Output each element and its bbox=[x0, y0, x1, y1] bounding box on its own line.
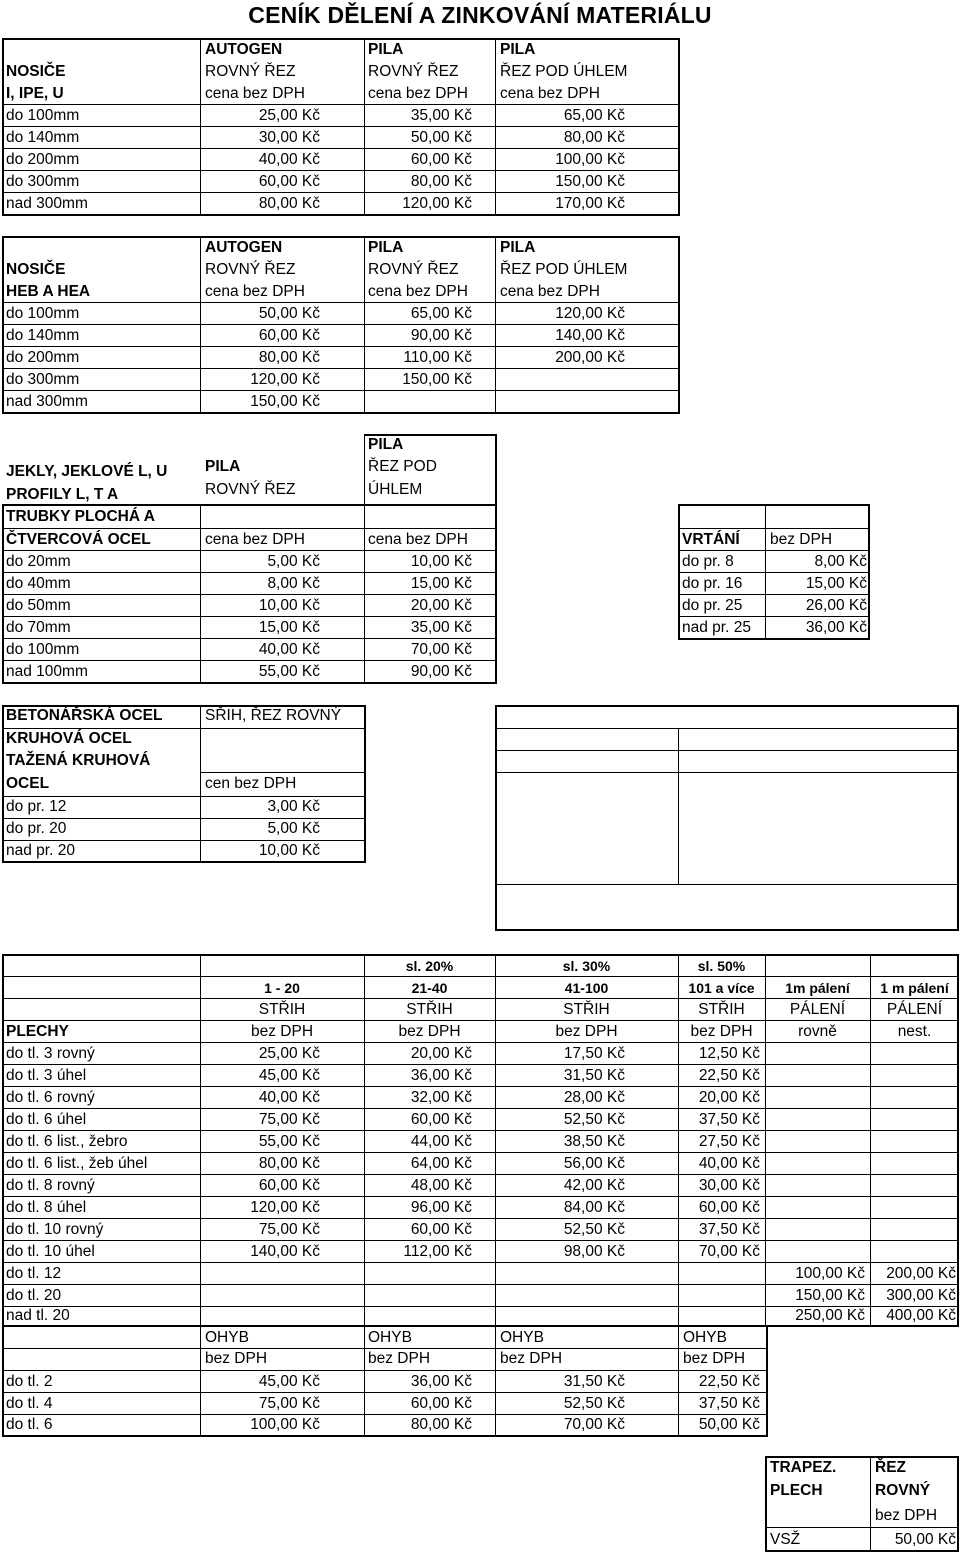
section-label: I, IPE, U bbox=[6, 85, 64, 102]
op-label: STŘIH bbox=[258, 1001, 306, 1018]
range-label: 1 - 20 bbox=[264, 980, 300, 996]
section-label: OCEL bbox=[6, 775, 50, 792]
trapez-label: TRAPEZ. bbox=[770, 1459, 837, 1476]
col-head: ŘEZ POD ÚHLEM bbox=[500, 63, 628, 80]
col-head: cena bez DPH bbox=[205, 283, 305, 300]
trapez-label: PLECH bbox=[770, 1482, 823, 1499]
col-head: AUTOGEN bbox=[205, 41, 283, 58]
ohyb-vat: bez DPH bbox=[683, 1350, 746, 1367]
op-label: PÁLENÍ bbox=[886, 1001, 943, 1018]
trapez-head: bez DPH bbox=[875, 1507, 938, 1524]
col-head: ROVNÝ ŘEZ bbox=[368, 261, 459, 278]
col-head: PILA bbox=[205, 458, 241, 475]
ohyb-head: OHYB bbox=[205, 1329, 249, 1346]
section-label: BETONÁŘSKÁ OCEL bbox=[6, 707, 163, 724]
vat-label: bez DPH bbox=[398, 1023, 461, 1040]
col-head: PILA bbox=[368, 436, 404, 453]
col-head: ROVNÝ ŘEZ bbox=[205, 261, 296, 278]
col-head: cena bez DPH bbox=[368, 531, 468, 548]
ohyb-vat: bez DPH bbox=[368, 1350, 431, 1367]
empty-box bbox=[495, 705, 959, 931]
trapez-head: ŘEZ bbox=[875, 1459, 906, 1476]
vat-label: bez DPH bbox=[555, 1023, 618, 1040]
range-label: 1m pálení bbox=[785, 980, 850, 996]
discount-label: sl. 50% bbox=[697, 958, 746, 974]
col-head: cena bez DPH bbox=[500, 85, 600, 102]
ohyb-head: OHYB bbox=[500, 1329, 544, 1346]
op-label: STŘIH bbox=[406, 1001, 453, 1018]
page-title: CENÍK DĚLENÍ A ZINKOVÁNÍ MATERIÁLU bbox=[248, 2, 712, 28]
section-label: KRUHOVÁ OCEL bbox=[6, 730, 132, 747]
section-label: ČTVERCOVÁ OCEL bbox=[6, 531, 151, 548]
col-head: ŘEZ POD ÚHLEM bbox=[500, 261, 628, 278]
col-head: cen bez DPH bbox=[205, 775, 297, 792]
section-label: NOSIČE bbox=[6, 63, 66, 80]
section-label: PROFILY L, T A bbox=[6, 486, 119, 503]
range-label: 21-40 bbox=[411, 980, 448, 996]
section-label: PLECHY bbox=[6, 1023, 69, 1040]
vrtani-head: VRTÁNÍ bbox=[682, 531, 740, 548]
section-label: JEKLY, JEKLOVÉ L, U bbox=[6, 463, 168, 480]
col-head: ÚHLEM bbox=[368, 481, 423, 498]
col-head: PILA bbox=[500, 239, 536, 256]
vrtani-head: bez DPH bbox=[770, 531, 833, 548]
section-label: TAŽENÁ KRUHOVÁ bbox=[6, 752, 151, 769]
op-label: STŘIH bbox=[563, 1001, 610, 1018]
col-head: ROVNÝ ŘEZ bbox=[368, 63, 459, 80]
col-head: cena bez DPH bbox=[205, 531, 305, 548]
ohyb-vat: bez DPH bbox=[205, 1350, 268, 1367]
col-head: ROVNÝ ŘEZ bbox=[205, 481, 296, 498]
section-label: TRUBKY PLOCHÁ A bbox=[6, 508, 155, 525]
ohyb-head: OHYB bbox=[683, 1329, 727, 1346]
op-label: PÁLENÍ bbox=[789, 1001, 846, 1018]
col-head: SŘIH, ŘEZ ROVNÝ bbox=[205, 707, 342, 724]
col-head: PILA bbox=[368, 41, 404, 58]
section-label: HEB A HEA bbox=[6, 283, 91, 300]
section-label: NOSIČE bbox=[6, 261, 66, 278]
op-label: STŘIH bbox=[698, 1001, 745, 1018]
trapez-head: ROVNÝ bbox=[875, 1482, 931, 1499]
col-head: cena bez DPH bbox=[368, 283, 468, 300]
discount-label: sl. 20% bbox=[405, 958, 454, 974]
vat-label: rovně bbox=[798, 1023, 837, 1040]
col-head: cena bez DPH bbox=[205, 85, 305, 102]
vat-label: bez DPH bbox=[690, 1023, 753, 1040]
range-label: 41-100 bbox=[564, 980, 609, 996]
col-head: PILA bbox=[368, 239, 404, 256]
vat-label: nest. bbox=[897, 1023, 932, 1040]
col-head: cena bez DPH bbox=[368, 85, 468, 102]
col-head: ROVNÝ ŘEZ bbox=[205, 63, 296, 80]
vat-label: bez DPH bbox=[250, 1023, 314, 1040]
ohyb-head: OHYB bbox=[368, 1329, 412, 1346]
col-head: ŘEZ POD bbox=[368, 458, 437, 475]
col-head: cena bez DPH bbox=[500, 283, 600, 300]
col-head: PILA bbox=[500, 41, 536, 58]
col-head: AUTOGEN bbox=[205, 239, 283, 256]
discount-label: sl. 30% bbox=[562, 958, 611, 974]
ohyb-vat: bez DPH bbox=[500, 1350, 563, 1367]
range-label: 1 m pálení bbox=[880, 980, 949, 996]
range-label: 101 a více bbox=[688, 980, 755, 996]
